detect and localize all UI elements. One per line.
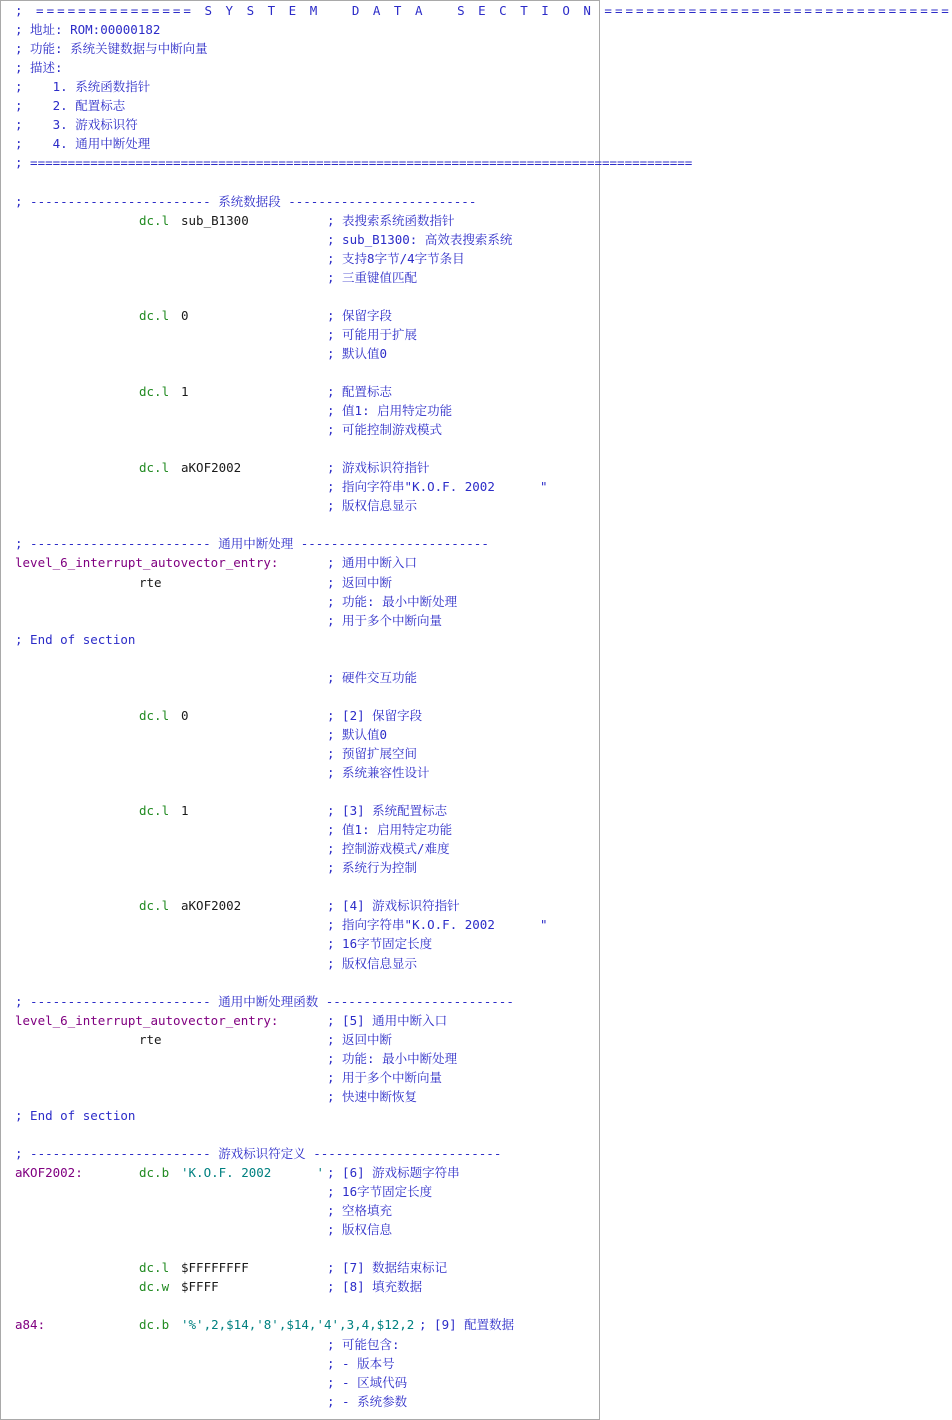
code-comment: ; 功能: 最小中断处理 [327,593,458,609]
code-comment: ; 版权信息显示 [327,498,418,514]
header-comment: ; ======================================================================================== [15,155,693,171]
code-mnemonic: dc.w [139,1279,170,1295]
code-string: '%',2,$14,'8',$14,'4',3,4,$12,2 [181,1317,415,1333]
code-comment: ; [4] 游戏标识符指针 [327,898,460,914]
section-separator: ; ------------------------ 游戏标识符定义 ------------------------- [15,1146,502,1161]
code-comment: ; 控制游戏模式/难度 [327,841,450,857]
code-operand: 0 [181,307,189,323]
code-comment: ; 三重键值匹配 [327,269,418,285]
header-comment: ; 地址: ROM:00000182 [15,22,161,38]
code-comment: ; 16字节固定长度 [327,1184,433,1200]
code-comment: ; 16字节固定长度 [327,936,433,952]
section-banner: ; =============== S Y S T E M D A T A S E C T I O N ================================= [15,3,952,18]
header-comment: ; 1. 系统函数指针 [15,79,151,95]
code-comment: ; 预留扩展空间 [327,745,418,761]
code-string: 'K.O.F. 2002 ' [181,1165,324,1181]
code-operand: 1 [181,384,189,399]
code-comment: ; 值1: 启用特定功能 [327,403,453,419]
code-comment: ; 默认值0 [327,345,388,361]
code-label: level_6_interrupt_autovector_entry: [15,555,279,571]
code-comment: ; [3] 系统配置标志 [327,803,448,819]
code-mnemonic: dc.l [139,803,170,819]
code-operand: aKOF2002 [181,460,242,476]
code-mnemonic: dc.l [139,460,170,476]
section-separator: ; ------------------------ 通用中断处理函数 ------------------------- [15,993,514,1009]
code-comment: ; 值1: 启用特定功能 [327,822,453,838]
code-comment: ; 硬件交互功能 [327,669,418,685]
header-comment: ; 2. 配置标志 [15,98,126,114]
header-comment: ; 4. 通用中断处理 [15,136,151,152]
code-comment: ; [9] 配置数据 [419,1317,515,1333]
code-comment: ; - 版本号 [327,1355,395,1371]
code-comment: ; 返回中断 [327,1031,393,1047]
code-comment: ; 用于多个中断向量 [327,1069,443,1085]
code-operand: aKOF2002 [181,898,242,914]
code-operand: rte [139,574,162,590]
code-comment: ; 快速中断恢复 [327,1088,418,1104]
code-comment: ; 系统兼容性设计 [327,765,430,780]
code-comment: ; 可能包含: [327,1336,400,1352]
code-comment: ; 空格填充 [327,1203,393,1219]
code-comment: ; [8] 填充数据 [327,1279,423,1295]
code-comment: ; [6] 游戏标题字符串 [327,1165,460,1181]
code-comment: ; 游戏标识符指针 [327,460,430,476]
code-comment: ; 表搜索系统函数指针 [327,212,455,228]
code-comment: ; [5] 通用中断入口 [327,1012,448,1028]
header-comment: ; 3. 游戏标识符 [15,117,138,133]
end-of-section-comment: ; End of section [15,631,136,647]
code-mnemonic: dc.l [139,707,170,723]
code-mnemonic: dc.l [139,307,170,323]
section-separator: ; ------------------------ 系统数据段 ------------------------- [15,193,477,209]
code-comment: ; 可能控制游戏模式 [327,422,443,438]
code-operand: sub_B1300 [181,212,249,228]
code-operand: 1 [181,803,189,819]
code-comment: ; 版权信息 [327,1222,393,1238]
code-comment: ; - 系统参数 [327,1393,408,1409]
section-separator: ; ------------------------ 通用中断处理 ------------------------- [15,536,489,552]
code-label: aKOF2002: [15,1165,83,1181]
code-comment: ; - 区域代码 [327,1374,408,1390]
code-mnemonic: dc.l [139,1260,170,1276]
code-comment: ; 配置标志 [327,384,393,399]
code-comment: ; 支持8字节/4字节条目 [327,250,465,266]
code-comment: ; 返回中断 [327,574,393,590]
code-comment: ; sub_B1300: 高效表搜索系统 [327,231,513,247]
code-comment: ; 功能: 最小中断处理 [327,1050,458,1066]
code-comment: ; [2] 保留字段 [327,707,423,723]
header-comment: ; 功能: 系统关键数据与中断向量 [15,41,208,57]
code-operand: $FFFFFFFF [181,1260,249,1276]
code-mnemonic: dc.l [139,212,170,228]
end-of-section-comment: ; End of section [15,1107,136,1123]
code-operand: $FFFF [181,1279,219,1295]
code-comment: ; 指向字符串"K.O.F. 2002 " [327,479,548,495]
code-mnemonic: dc.l [139,384,170,399]
code-comment: ; [7] 数据结束标记 [327,1260,448,1276]
code-comment: ; 保留字段 [327,307,393,323]
code-comment: ; 默认值0 [327,726,388,742]
code-label: a84: [15,1317,46,1333]
code-operand: 0 [181,707,189,723]
code-comment: ; 系统行为控制 [327,860,418,876]
code-comment: ; 用于多个中断向量 [327,612,443,628]
code-mnemonic: dc.l [139,898,170,914]
code-operand: rte [139,1031,162,1047]
code-label: level_6_interrupt_autovector_entry: [15,1012,279,1028]
code-mnemonic: dc.b [139,1165,170,1181]
header-comment: ; 描述: [15,60,63,76]
code-comment: ; 通用中断入口 [327,555,418,571]
code-comment: ; 可能用于扩展 [327,326,418,342]
code-comment: ; 指向字符串"K.O.F. 2002 " [327,917,548,933]
code-comment: ; 版权信息显示 [327,955,418,971]
code-mnemonic: dc.b [139,1317,170,1333]
